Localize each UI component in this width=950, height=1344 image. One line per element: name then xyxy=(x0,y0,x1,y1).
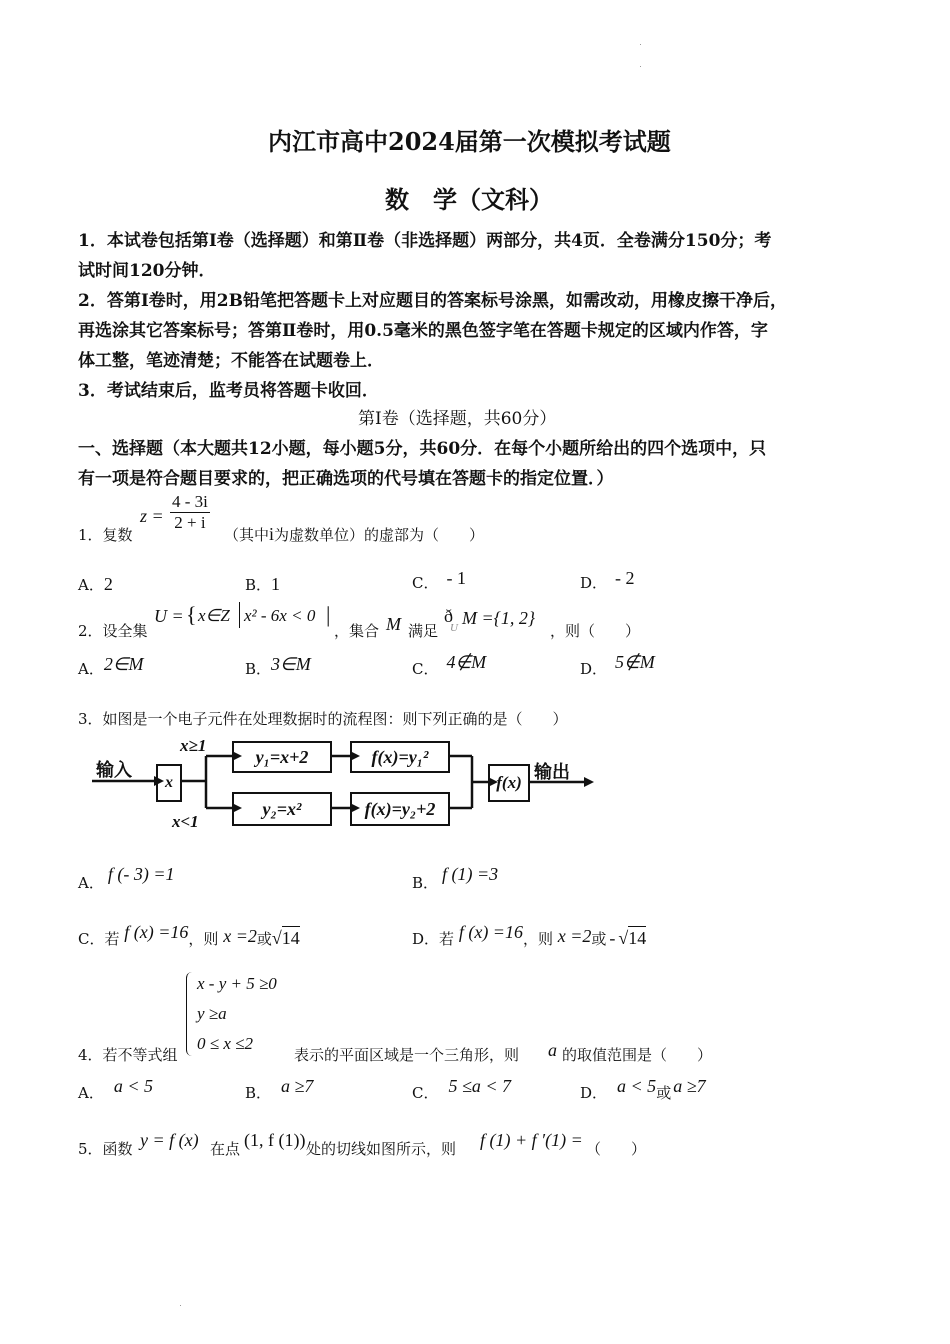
q4-ineq-2: y ≥a xyxy=(197,1004,227,1023)
q4-tail-a: 表示的平面区域是一个三角形，则 xyxy=(294,1046,520,1064)
q2-set-brace-close: | xyxy=(326,602,331,627)
q4-label: 4．若不等式组 xyxy=(78,1046,178,1064)
q3-option-b[interactable]: B． f (1) =3 xyxy=(412,864,499,892)
question-2 xyxy=(78,602,641,641)
notice-line: 2．答第Ⅰ卷时，用2B铅笔把答题卡上对应题目的答案标号涂黑，如需改动，用橡皮擦干净后， xyxy=(78,291,787,311)
q2-label: 2．设全集 xyxy=(78,622,148,640)
q1-z: z = xyxy=(140,506,164,526)
notice-line: 试时间120分钟． xyxy=(78,261,216,281)
notice-line: 再选涂其它答案标号；答第Ⅱ卷时，用0.5毫米的黑色签字笔在答题卡规定的区域内作答，字 xyxy=(78,321,768,341)
section-title: 第Ⅰ卷（选择题，共60分） xyxy=(358,409,557,429)
notice-line: 3．考试结束后，监考员将答题卡收回． xyxy=(78,381,379,401)
q5-tangent: 处的切线如图所示，则 xyxy=(306,1140,457,1158)
flow-y2-box: y₂=x² xyxy=(232,792,332,826)
q4-option-c[interactable]: C． 5 ≤a < 7 xyxy=(412,1076,512,1102)
q1-option-a[interactable]: A．2 xyxy=(78,574,113,594)
q2-m: M xyxy=(386,614,401,634)
q4-a: a xyxy=(548,1040,557,1060)
section-intro: 有一项是符合题目要求的，把正确选项的代号填在答题卡的指定位置．） xyxy=(78,469,614,489)
q2-option-b[interactable]: B．3∈M xyxy=(245,654,311,678)
q3-option-a[interactable]: A． f (- 3) =1 xyxy=(78,864,175,892)
q2-set-brace: { xyxy=(186,602,197,627)
q1-option-b[interactable]: B．1 xyxy=(245,574,281,594)
q3-option-d[interactable]: D．若 f (x) =16，则 x =2或 - √14 xyxy=(412,922,647,948)
q2-option-d[interactable]: D． 5∉M xyxy=(580,652,655,678)
q2-complement-sub: U xyxy=(450,622,458,634)
flowchart xyxy=(88,736,598,836)
q5-expr: f (1) + f ′(1) = xyxy=(480,1130,583,1150)
q2-set-body: x∈Z xyxy=(198,606,230,625)
q4-tail-b: 的取值范围是（ ） xyxy=(562,1046,713,1064)
page-title: 内江市高中2024届第一次模拟考试题 xyxy=(268,127,671,156)
flow-y1-box: y₁=x+2 xyxy=(232,741,332,773)
q5-point: (1, f (1)) xyxy=(244,1130,306,1150)
q1-note-b: 为虚数单位）的虚部为（ ） xyxy=(274,526,485,544)
question-3: 3．如图是一个电子元件在处理数据时的流程图：则下列正确的是（ ） xyxy=(78,710,568,728)
q4-system-brace xyxy=(186,972,195,1056)
section-intro: 一、选择题（本大题共12小题，每小题5分，共60分．在每个小题所给出的四个选项中，只 xyxy=(78,439,767,459)
q5-at: 在点 xyxy=(210,1140,241,1158)
flow-input-label: 输入 xyxy=(96,760,132,781)
q1-fraction xyxy=(170,492,210,533)
flow-f-top-box: f(x)=y₁² xyxy=(350,741,450,773)
flow-x-box: x xyxy=(156,764,182,802)
q3-option-c[interactable]: C．若 f (x) =16，则 x =2或√14 xyxy=(78,922,300,948)
flow-cond-top: x≥1 xyxy=(180,736,207,755)
q1-numerator: 4 - 3i xyxy=(172,492,208,511)
q4-option-a[interactable]: A． a < 5 xyxy=(78,1076,153,1102)
q2-mid: ，集合 xyxy=(334,622,380,640)
flow-f-out-box: f(x) xyxy=(488,764,530,802)
flow-cond-bottom: x<1 xyxy=(172,812,199,831)
q5-label: 5．函数 xyxy=(78,1140,133,1158)
q2-set-bar xyxy=(239,602,240,628)
notice-line: 1．本试卷包括第Ⅰ卷（选择题）和第Ⅱ卷（非选择题）两部分，共4页．全卷满分150分；考 xyxy=(78,231,772,251)
q2-set-cond: x² - 6x < 0 xyxy=(244,606,316,625)
q2-option-c[interactable]: C． 4∉M xyxy=(412,652,487,678)
q2-complement: ð xyxy=(444,606,453,626)
q2-option-a[interactable]: A．2∈M xyxy=(78,654,144,678)
flow-f-bottom-box: f(x)=y₂+2 xyxy=(350,792,450,826)
scan-speck xyxy=(180,1305,181,1306)
q1-label: 1．复数 xyxy=(78,526,133,544)
q1-note-a: （其中 xyxy=(224,526,270,544)
notice-line: 体工整，笔迹清楚；不能答在试题卷上． xyxy=(78,351,384,371)
q2-satisfy: 满足 xyxy=(408,622,439,640)
q4-option-d[interactable]: D． a < 5或 a ≥7 xyxy=(580,1076,706,1102)
scan-speck xyxy=(640,66,641,67)
q2-tail: ，则（ ） xyxy=(550,622,641,640)
scan-speck xyxy=(640,44,641,45)
question-1 xyxy=(78,492,485,544)
q1-i: i xyxy=(269,524,275,544)
question-5 xyxy=(78,1130,647,1159)
sqrt-symbol: √ xyxy=(618,928,629,948)
q5-blank: （ ） xyxy=(586,1140,647,1158)
flow-output-label: 输出 xyxy=(534,762,570,783)
q4-ineq-1: x - y + 5 ≥0 xyxy=(197,974,277,993)
q4-ineq-3: 0 ≤ x ≤2 xyxy=(197,1034,253,1053)
q2-complement-eq: M ={1, 2} xyxy=(462,608,536,628)
q1-option-d[interactable]: D． - 2 xyxy=(580,568,635,592)
q1-option-c[interactable]: C． - 1 xyxy=(412,568,466,592)
subject-title: 数 学（文科） xyxy=(385,185,553,214)
q2-set-u: U = xyxy=(154,606,184,626)
q1-denominator: 2 + i xyxy=(174,513,206,532)
q5-func: y = f (x) xyxy=(140,1130,199,1150)
sqrt-symbol: √ xyxy=(271,928,282,948)
q4-option-b[interactable]: B． a ≥7 xyxy=(245,1076,314,1102)
